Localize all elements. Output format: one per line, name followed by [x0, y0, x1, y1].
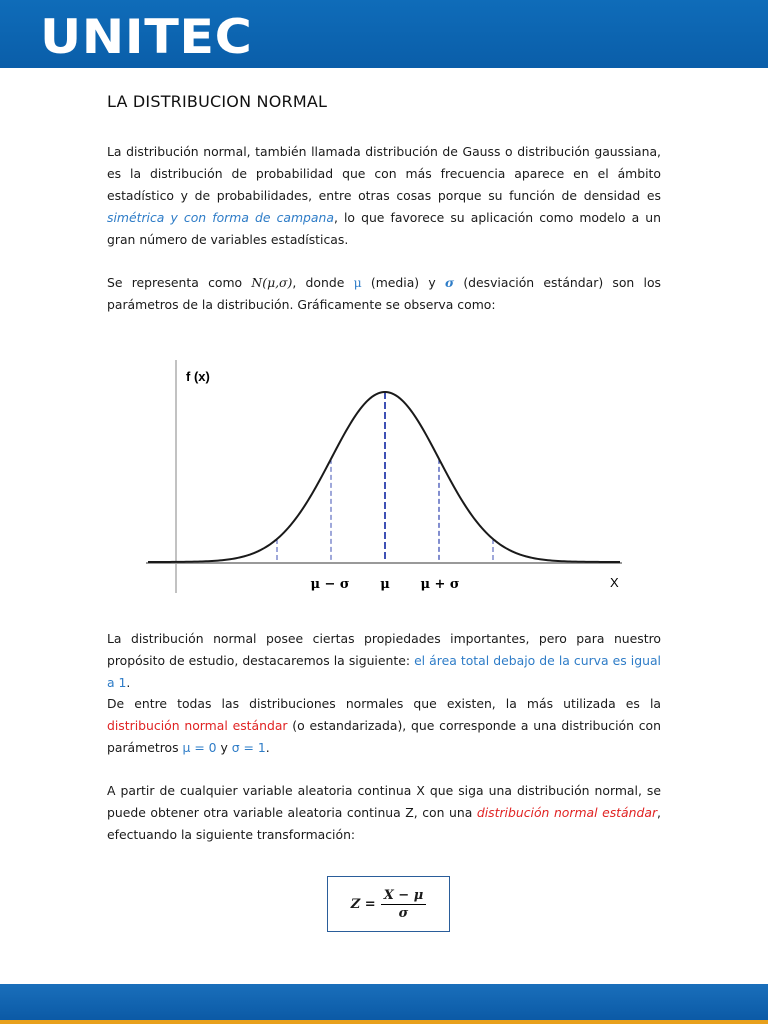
formula-lhs: Z =	[350, 896, 376, 912]
normal-distribution-chart	[140, 355, 640, 600]
notation-text-4: (desviación estándar) son los parámetros de la distribución. Gráficamente se observa como:	[107, 275, 661, 312]
normal-notation: N(μ,σ)	[251, 275, 293, 290]
tick-label-mu: μ	[380, 577, 390, 592]
standard-text-2: (o estandarizada), que corresponde a una distribución con parámetros	[107, 718, 661, 755]
property-text-end: .	[126, 675, 131, 690]
paragraph-property	[107, 628, 661, 694]
property-text: La distribución normal posee ciertas propiedades importantes, pero para nuestro propósito de estudio, destacaremos la siguiente:	[107, 631, 661, 668]
formula-denominator: σ	[398, 905, 409, 921]
intro-text-end: , lo que favorece su aplicación como modelo a un gran número de variables estadísticas.	[107, 210, 661, 247]
standard-text-end: .	[265, 740, 270, 755]
transform-text: A partir de cualquier variable aleatoria continua X que siga una distribución normal, se puede obtener otra variable aleatoria continua Z, con una	[107, 783, 661, 820]
paragraph-standard	[107, 693, 661, 759]
intro-text: La distribución normal, también llamada distribución de Gauss o distribución gaussiana, es la distribución de probabilidad que con más frecuencia aparece en el ámbito estadístico y de probabilidades, entre otras cosas porque su función de densidad es	[107, 144, 661, 203]
transform-text-end: , efectuando la siguiente transformación:	[107, 805, 661, 842]
standard-highlight: distribución normal estándar	[107, 718, 288, 733]
sigma-markers	[277, 392, 493, 562]
paragraph-intro	[107, 141, 661, 251]
standard-text-3: y	[216, 740, 232, 755]
page-title: LA DISTRIBUCION NORMAL	[107, 92, 328, 111]
standard-text: De entre todas las distribuciones normales que existen, la más utilizada es la	[107, 696, 661, 711]
x-axis-label: X	[610, 575, 619, 590]
property-highlight: el área total debajo de la curva es igual a 1	[107, 653, 661, 690]
notation-text-2: , donde	[292, 275, 354, 290]
sigma-symbol: σ	[444, 275, 455, 290]
tick-label-mu-plus-sigma: μ + σ	[420, 577, 460, 592]
y-axis-label: f (x)	[186, 369, 210, 384]
transform-highlight: distribución normal estándar	[476, 805, 658, 820]
sigma-one: σ = 1	[231, 740, 266, 755]
mu-zero: μ = 0	[182, 740, 217, 755]
unitec-logo: UNITEC	[40, 10, 253, 65]
notation-text-3: (media) y	[361, 275, 445, 290]
footer-stripe	[0, 1020, 768, 1024]
formula-numerator: X − μ	[381, 888, 427, 905]
paragraph-notation	[107, 272, 661, 316]
tick-label-mu-minus-sigma: μ − σ	[310, 577, 350, 592]
paragraph-transform	[107, 780, 661, 846]
z-formula-box	[327, 876, 450, 932]
header-bar	[0, 0, 768, 68]
mu-symbol: μ	[353, 275, 362, 290]
notation-text: Se representa como	[107, 275, 252, 290]
footer-bar	[0, 984, 768, 1020]
intro-highlight: simétrica y con forma de campana	[107, 210, 334, 225]
formula-fraction	[381, 888, 427, 921]
